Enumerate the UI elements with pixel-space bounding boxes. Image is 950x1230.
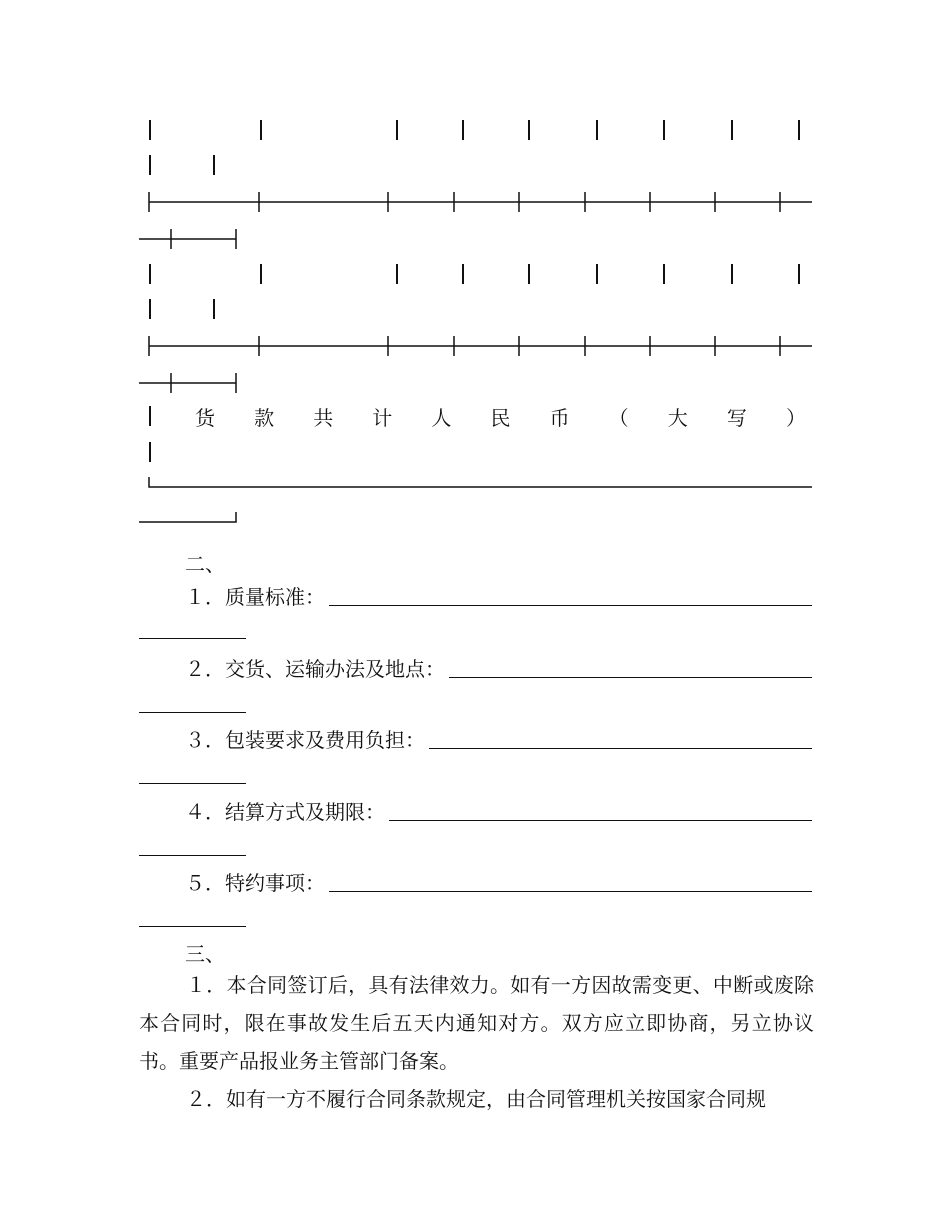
special-terms-label: ５．特约事项： bbox=[185, 871, 325, 895]
table-bottom-border-wrap bbox=[139, 510, 819, 546]
total-char: 人 bbox=[431, 406, 452, 430]
total-char: 大 bbox=[667, 406, 688, 430]
table-total-wrap bbox=[139, 440, 819, 476]
total-char: 币 bbox=[549, 406, 570, 430]
delivery-row bbox=[185, 652, 812, 682]
clause-2-paragraph: ２．如有一方不履行合同条款规定，由合同管理机关按国家合同规 bbox=[186, 1087, 766, 1111]
section-3-body bbox=[139, 966, 814, 1118]
delivery-label: ２．交货、运输办法及地点： bbox=[185, 657, 445, 681]
total-amount-label bbox=[193, 402, 808, 432]
settlement-blank[interactable] bbox=[389, 798, 812, 821]
section-2-heading: 二、 bbox=[185, 552, 225, 576]
clause-1-paragraph: １．本合同签订后，具有法律效力。如有一方因故需变更、中断或废除本合同时，限在事故发生后五天内通知对方。双方应立即协商，另立协议书。重要产品报业务主管部门备案。 bbox=[139, 973, 814, 1073]
table-row-2-dividers bbox=[139, 262, 819, 298]
table-bottom-border bbox=[139, 475, 819, 511]
quality-standard-blank[interactable] bbox=[329, 583, 812, 606]
settlement-row bbox=[185, 795, 812, 825]
table-total-row bbox=[139, 396, 819, 434]
table-row-1-dividers-wrap bbox=[139, 153, 819, 189]
total-char: 计 bbox=[372, 406, 393, 430]
section-3-heading: 三、 bbox=[185, 942, 225, 966]
total-char: 货 bbox=[195, 406, 215, 430]
packaging-blank[interactable] bbox=[429, 726, 812, 749]
total-char: 款 bbox=[254, 406, 275, 430]
packaging-blank-cont[interactable] bbox=[139, 761, 246, 784]
quality-standard-row bbox=[185, 580, 812, 610]
table-row-2-dividers-wrap bbox=[139, 297, 819, 333]
special-terms-blank[interactable] bbox=[329, 869, 812, 892]
settlement-label: ４．结算方式及期限： bbox=[185, 800, 385, 824]
table-rule-1-wrap bbox=[139, 227, 819, 263]
table-rule-2 bbox=[139, 334, 819, 370]
total-char: 民 bbox=[490, 406, 511, 430]
total-char: 共 bbox=[313, 406, 334, 430]
table-rule-1 bbox=[139, 190, 819, 226]
special-terms-row bbox=[185, 866, 812, 896]
quality-standard-blank-cont[interactable] bbox=[139, 616, 246, 639]
total-char: 写 bbox=[726, 406, 747, 430]
settlement-blank-cont[interactable] bbox=[139, 833, 246, 856]
table-row-1-dividers bbox=[139, 118, 819, 154]
special-terms-blank-cont[interactable] bbox=[139, 904, 246, 927]
delivery-blank-cont[interactable] bbox=[139, 690, 246, 713]
packaging-row bbox=[185, 723, 812, 753]
quality-standard-label: １．质量标准： bbox=[185, 585, 325, 609]
delivery-blank[interactable] bbox=[449, 655, 812, 678]
packaging-label: ３．包装要求及费用负担： bbox=[185, 728, 425, 752]
total-char: ） bbox=[785, 406, 806, 430]
total-char: （ bbox=[608, 406, 629, 430]
